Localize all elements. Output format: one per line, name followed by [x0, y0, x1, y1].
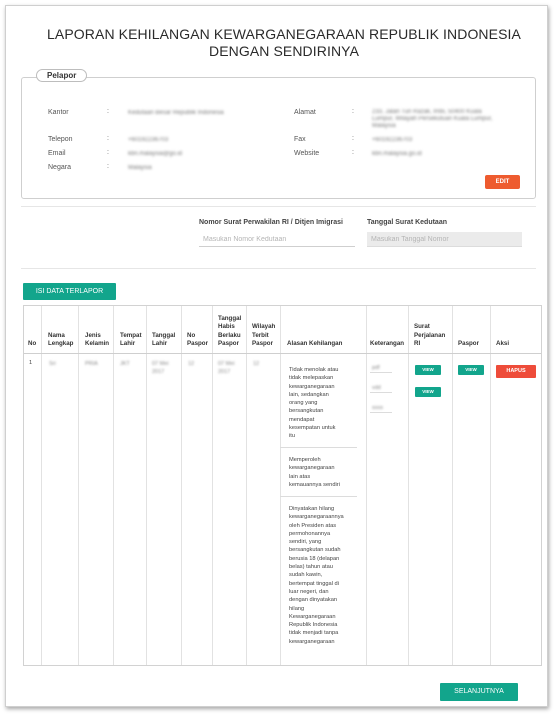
header-habis-2: Habis: [218, 323, 235, 330]
email-colon: :: [107, 149, 109, 156]
negara-value: Malaysia: [128, 165, 152, 171]
alamat-value-line-3: Malaysia: [372, 123, 396, 129]
alamat-colon: :: [352, 108, 354, 115]
kantor-value: Kedutaan Besar Republik Indonesia: [128, 110, 224, 116]
fax-colon: :: [352, 135, 354, 142]
fax-value: +60192236703: [372, 137, 413, 143]
header-jenis-2: Kelamin: [85, 340, 110, 347]
header-wilayah-3: Paspor: [252, 340, 273, 347]
alasan-3-line: oleh Presiden atas: [289, 522, 337, 529]
alamat-label: Alamat: [294, 109, 316, 116]
header-jenis-1: Jenis: [85, 332, 101, 339]
header-tempat-2: Lahir: [120, 340, 136, 347]
keterangan-text: vdd: [372, 385, 381, 391]
view-surat-button[interactable]: VIEW: [415, 387, 441, 397]
header-habis-1: Tanggal: [218, 315, 242, 322]
alasan-3-line: dengan dinyatakan: [289, 597, 338, 604]
header-wilayah-2: Terbit: [252, 332, 269, 339]
alasan-item: [280, 500, 357, 663]
alasan-2-line: Memperoleh: [289, 457, 321, 463]
keterangan-text: ssss: [372, 405, 383, 411]
edit-button[interactable]: EDIT: [485, 175, 520, 189]
alasan-1-line: bersangkutan: [289, 408, 324, 415]
alasan-3-line: belas) tahun atau: [289, 564, 333, 571]
negara-label: Negara: [48, 164, 71, 171]
selanjutnya-button[interactable]: SELANJUTNYA: [440, 683, 518, 701]
tanggal-surat-label: Tanggal Surat Kedutaan: [367, 219, 447, 226]
alasan-3-line: hilang: [289, 605, 305, 612]
alasan-3-line: sudah kawin,: [289, 572, 323, 579]
divider: [21, 206, 536, 207]
isi-data-terlapor-button[interactable]: ISI DATA TERLAPOR: [23, 283, 116, 300]
alasan-3-line: Dinyatakan hilang: [289, 506, 335, 512]
alasan-3-line: berusia 18 (delapan: [289, 555, 340, 562]
header-nama-2: Lengkap: [48, 340, 74, 347]
header-paspor: Paspor: [458, 340, 479, 347]
row-habis-2: 2017: [218, 369, 231, 375]
alasan-3-line: Kewarganegaraan: [289, 613, 336, 620]
alasan-3-line: bertempat tinggal di: [289, 580, 339, 587]
alasan-3-line: kewarganegaraannya: [289, 514, 344, 521]
header-habis-4: Paspor: [218, 340, 239, 347]
fax-label: Fax: [294, 136, 306, 143]
alasan-1-line: kewarganegaraan: [289, 383, 335, 390]
kantor-label: Kantor: [48, 109, 69, 116]
view-surat-button[interactable]: VIEW: [415, 365, 441, 375]
alasan-3-line: permohonannya: [289, 530, 331, 537]
alasan-1-line: lain, sedangkan: [289, 391, 329, 398]
kantor-colon: :: [107, 108, 109, 115]
telepon-colon: :: [107, 135, 109, 142]
header-no-paspor-2: Paspor: [187, 340, 208, 347]
telepon-label: Telepon: [48, 136, 73, 143]
alasan-1-line: mendapat: [289, 416, 315, 423]
header-surat-3: RI: [414, 340, 421, 347]
alasan-item: [280, 451, 357, 497]
alasan-1-line: itu: [289, 433, 296, 440]
header-wilayah-1: Wilayah: [252, 323, 276, 330]
negara-colon: :: [107, 163, 109, 170]
alasan-1-line: Tidak menolak atau: [289, 367, 339, 373]
alasan-2: [289, 456, 353, 489]
alasan-2-line: lain atas: [289, 473, 311, 480]
alasan-1-line: kesempatan untuk: [289, 425, 336, 432]
keterangan-item: [370, 364, 392, 373]
row-tanggal-lahir-1: 07 Mei: [152, 361, 169, 367]
keterangan-text: pdf: [372, 365, 380, 371]
row-wilayah: 12: [253, 361, 260, 367]
header-tanggal-lahir-1: Tanggal: [152, 332, 176, 339]
page-title: LAPORAN KEHILANGAN KEWARGANEGARAAN REPUBLIK INDONESIA DENGAN SENDIRINYA: [47, 26, 521, 59]
row-no-paspor: 12: [188, 361, 195, 367]
row-habis-1: 07 Mei: [218, 361, 235, 367]
hapus-button[interactable]: HAPUS: [496, 365, 536, 378]
header-habis-3: Berlaku: [218, 332, 241, 339]
header-keterangan: Keterangan: [370, 340, 405, 347]
pelapor-legend: Pelapor: [36, 69, 87, 82]
email-label: Email: [48, 150, 66, 157]
telepon-value: +60192236703: [128, 137, 169, 143]
keterangan-item: [370, 384, 392, 393]
pelapor-section: [21, 71, 536, 199]
row-tanggal-lahir-2: 2017: [152, 369, 165, 375]
divider: [21, 268, 536, 269]
tanggal-surat-input[interactable]: [367, 232, 522, 247]
terlapor-table: [23, 305, 542, 666]
alamat-value-line-2: Lumpur, Wilayah Persekutuan Kuala Lumpur,: [372, 116, 493, 122]
header-tanggal-lahir-2: Lahir: [152, 340, 168, 347]
row-nama: Sri: [49, 361, 56, 367]
header-tempat-1: Tempat: [120, 332, 142, 339]
row-no: 1: [29, 360, 33, 366]
alasan-3-line: tidak menjadi tanpa: [289, 630, 339, 637]
alasan-3-line: Republik Indonesia: [289, 622, 338, 629]
header-alasan: Alasan Kehilangan: [287, 340, 343, 347]
alasan-1-line: orang yang: [289, 400, 318, 407]
header-nama-1: Nama: [48, 332, 65, 339]
alasan-3-line: sendiri, yang: [289, 539, 322, 546]
nomor-surat-label: Nomor Surat Perwakilan RI / Ditjen Imigrasi: [199, 219, 343, 226]
nomor-surat-input[interactable]: [199, 232, 355, 247]
alasan-3-line: kewarganegaraan: [289, 638, 335, 645]
view-paspor-button[interactable]: VIEW: [458, 365, 484, 375]
header-surat-1: Surat: [414, 323, 430, 330]
alasan-3-line: bersangkutan sudah: [289, 547, 341, 554]
alasan-2-line: kewarganegaraan: [289, 465, 335, 472]
header-surat-2: Perjalanan: [414, 332, 446, 339]
website-label: Website: [294, 150, 320, 157]
alasan-3: [289, 505, 353, 646]
alasan-item: [280, 358, 357, 448]
row-tempat: JKT: [120, 361, 130, 367]
row-jenis: PRIA: [85, 361, 98, 367]
header-aksi: Aksi: [496, 340, 510, 347]
header-row-divider: [24, 353, 541, 354]
alasan-1: [289, 366, 353, 441]
keterangan-item: [370, 404, 392, 413]
alamat-value-line-1: 233, Jalan Tun Razak, Imbi, 50400 Kuala: [372, 109, 482, 115]
website-colon: :: [352, 149, 354, 156]
alasan-2-line: kemauannya sendiri: [289, 481, 340, 488]
alasan-3-line: luar negeri, dan: [289, 588, 329, 595]
header-no-paspor-1: No: [187, 332, 196, 339]
website-value: kbri.malaysia.go.id: [372, 151, 422, 157]
alasan-1-line: tidak melepaskan: [289, 375, 334, 382]
header-no: No: [28, 340, 37, 347]
email-value: kbri.malaysia@go.id: [128, 151, 183, 157]
